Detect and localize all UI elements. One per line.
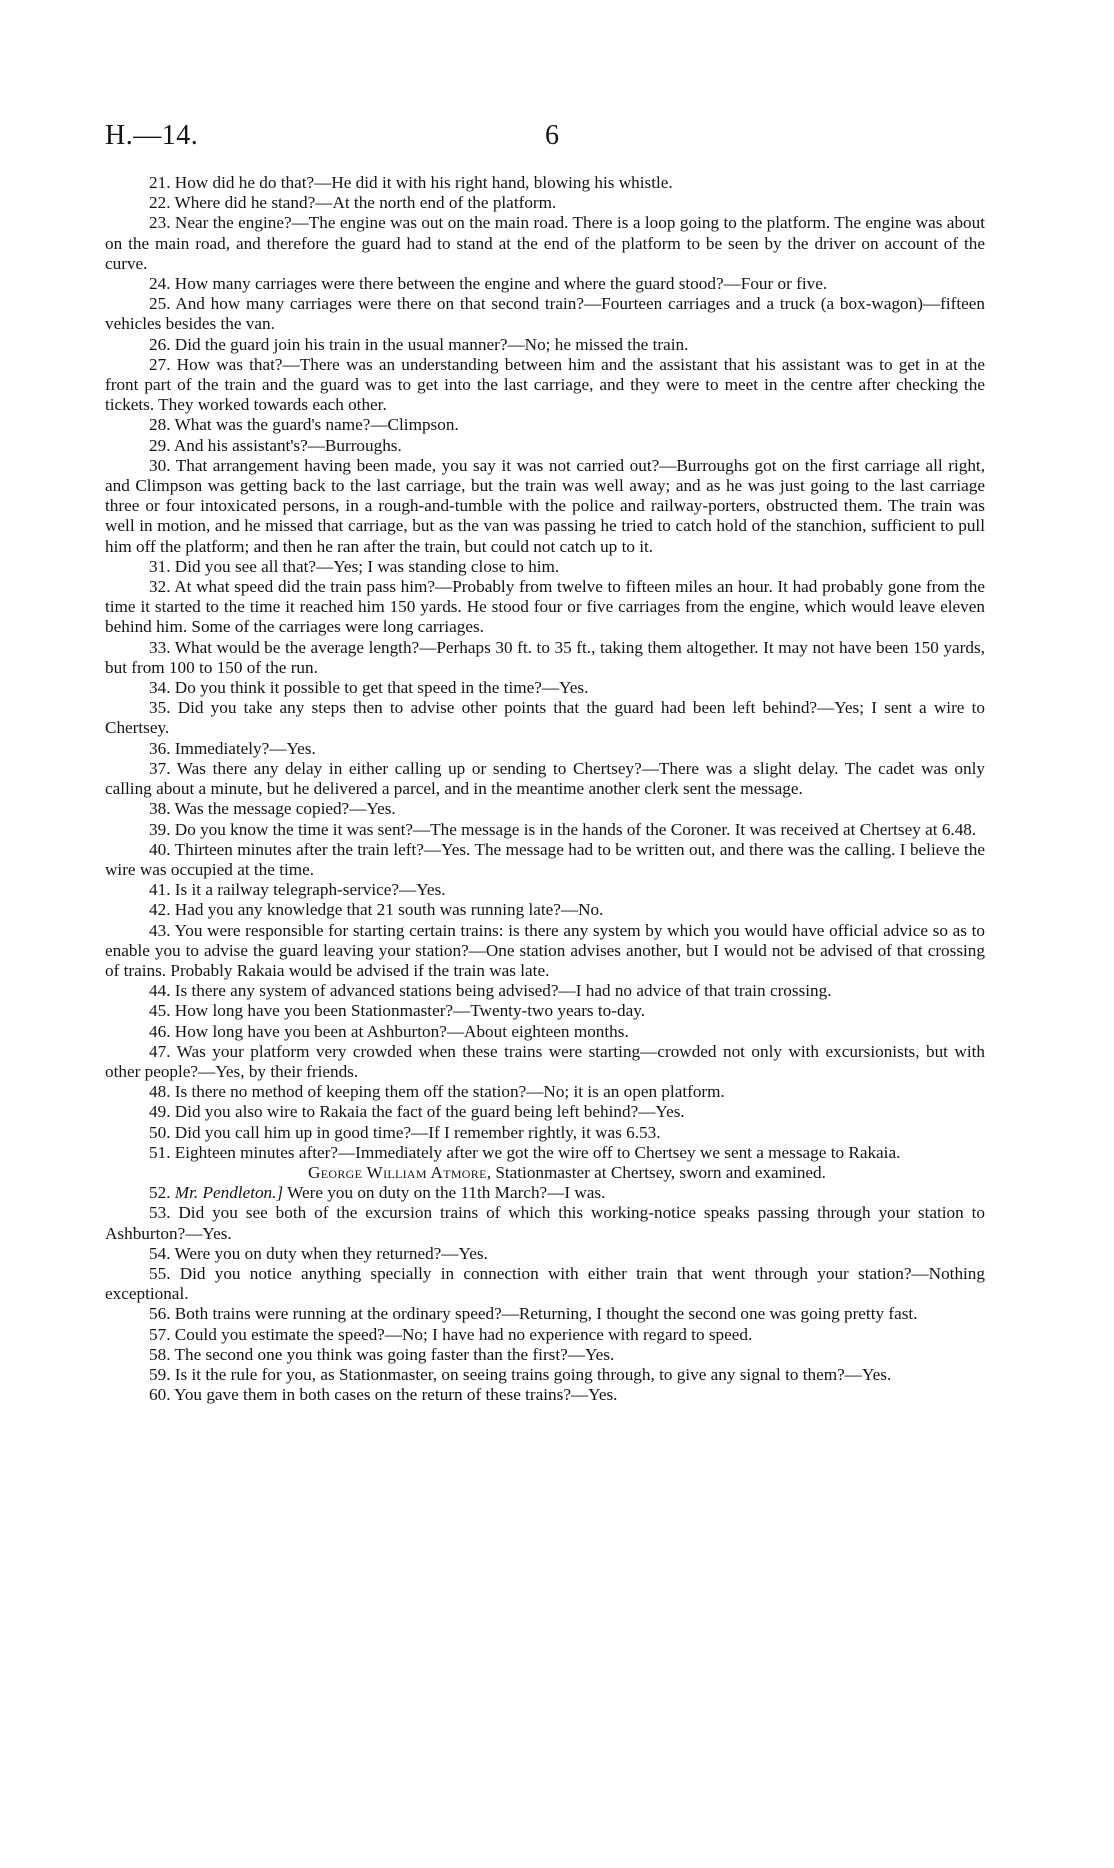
speaker-name: Mr. Pendleton.] <box>174 1183 284 1203</box>
paragraph-q43: 43. You were responsible for starting certain trains: is there any system by which you would have official advice so as to enable you to advise the guard leaving your station?—One station advises another, but I would not be advised of that crossing of trains. Probably Rakaia would be advised if the train was late. <box>105 920 985 980</box>
paragraph-q41: 41. Is it a railway telegraph-service?—Yes. <box>149 880 446 900</box>
witness-name: George William Atmore <box>308 1162 487 1182</box>
paragraph-q60: 60. You gave them in both cases on the return of these trains?—Yes. <box>149 1385 618 1405</box>
paragraph-q29: 29. And his assistant's?—Burroughs. <box>149 435 402 455</box>
paragraph-q59: 59. Is it the rule for you, as Stationmaster, on seeing trains going through, to give any signal to them?—Yes. <box>149 1364 892 1384</box>
paragraph-q55: 55. Did you notice anything specially in connection with either train that went through your station?—Nothing exceptional. <box>105 1263 985 1304</box>
document-body <box>105 173 985 1405</box>
paragraph-q48: 48. Is there no method of keeping them off the station?—No; it is an open platform. <box>149 1082 725 1102</box>
paragraph-q53: 53. Did you see both of the excursion trains of which this working-notice speaks passing through your station to Ashburton?—Yes. <box>105 1203 985 1243</box>
paragraph-q52 <box>105 1183 985 1203</box>
paragraph-q57: 57. Could you estimate the speed?—No; I have had no experience with regard to speed. <box>149 1324 753 1344</box>
paragraph-q42: 42. Had you any knowledge that 21 south was running late?—No. <box>149 900 604 920</box>
paragraph-q22: 22. Where did he stand?—At the north end of the platform. <box>149 193 557 213</box>
paragraph-q31: 31. Did you see all that?—Yes; I was standing close to him. <box>149 556 560 576</box>
paragraph-q45: 45. How long have you been Stationmaster?—Twenty-two years to-day. <box>149 1001 645 1021</box>
paragraph-q30: 30. That arrangement having been made, you say it was not carried out?—Burroughs got on the first carriage all right, and Climpson was getting back to the last carriage, but the train was well away; and as he was just going to the last carriage three or four intoxicated persons, in a rough-and-tumble with the police and railway-porters, obstructed them. The train was well in motion, and he missed that carriage, but as the van was passing he tried to catch hold of the stanchion, sufficient to pull him off the platform; and then he ran after the train, but could not catch up to it. <box>105 455 985 556</box>
paragraph-q47: 47. Was your platform very crowded when these trains were starting—crowded not only with excursionists, but with other people?—Yes, by their friends. <box>105 1041 985 1081</box>
paragraph-q23: 23. Near the engine?—The engine was out on the main road. There is a loop going to the platform. The engine was about on the main road, and therefore the guard had to stand at the end of the platform to be seen by the driver on account of the curve. <box>105 213 985 273</box>
paragraph-q58: 58. The second one you think was going faster than the first?—Yes. <box>149 1344 615 1364</box>
paragraph-q39: 39. Do you know the time it was sent?—The message is in the hands of the Coroner. It was received at Chertsey at 6.48. <box>149 819 977 839</box>
paragraph-q37: 37. Was there any delay in either calling up or sending to Chertsey?—There was a slight delay. The cadet was only calling about a minute, but he delivered a parcel, and in the meantime another clerk sent the message. <box>105 758 985 799</box>
page-number: 6 <box>545 120 559 151</box>
question-number: 52. <box>149 1183 171 1203</box>
question-text: Were you on duty on the 11th March?—I was. <box>283 1183 606 1203</box>
paragraph-q34: 34. Do you think it possible to get that speed in the time?—Yes. <box>149 678 589 698</box>
paragraph-q50: 50. Did you call him up in good time?—If I remember rightly, it was 6.53. <box>149 1122 661 1142</box>
paragraph-q44: 44. Is there any system of advanced stations being advised?—I had no advice of that train crossing. <box>149 981 832 1001</box>
paragraph-q24: 24. How many carriages were there between the engine and where the guard stood?—Four or five. <box>149 274 828 294</box>
paragraph-q21: 21. How did he do that?—He did it with his right hand, blowing his whistle. <box>149 173 673 192</box>
paragraph-q32: 32. At what speed did the train pass him?—Probably from twelve to fifteen miles an hour. It had probably gone from the time it started to the time it reached him 150 yards. He stood four or five carriages from the engine, which would leave eleven behind him. Some of the carriages were long carriages. <box>105 577 985 637</box>
paragraph-q54: 54. Were you on duty when they returned?—Yes. <box>149 1243 488 1263</box>
document-reference: H.—14. <box>105 120 199 151</box>
paragraph-q26: 26. Did the guard join his train in the usual manner?—No; he missed the train. <box>149 334 689 354</box>
witness-heading <box>105 1163 985 1183</box>
paragraph-q35: 35. Did you take any steps then to advise other points that the guard had been left behind?—Yes; I sent a wire to Chertsey. <box>105 698 985 738</box>
paragraph-q27: 27. How was that?—There was an understanding between him and the assistant that his assistant was to get in at the front part of the train and the guard was to get into the last carriage, and they were to meet in the centre after checking the tickets. They worked towards each other. <box>105 354 985 415</box>
witness-description: , Stationmaster at Chertsey, sworn and examined. <box>486 1162 826 1182</box>
page-header <box>105 120 985 160</box>
paragraph-q28: 28. What was the guard's name?—Climpson. <box>149 415 459 435</box>
paragraph-q49: 49. Did you also wire to Rakaia the fact of the guard being left behind?—Yes. <box>149 1102 685 1122</box>
paragraph-q33: 33. What would be the average length?—Perhaps 30 ft. to 35 ft., taking them altogether. It may not have been 150 yards, but from 100 to 150 of the run. <box>105 637 985 677</box>
paragraph-q36: 36. Immediately?—Yes. <box>149 738 316 758</box>
paragraph-q46: 46. How long have you been at Ashburton?—About eighteen months. <box>149 1021 629 1041</box>
paragraph-q56: 56. Both trains were running at the ordinary speed?—Returning, I thought the second one was going pretty fast. <box>149 1304 918 1324</box>
paragraph-q51: 51. Eighteen minutes after?—Immediately after we got the wire off to Chertsey we sent a message to Rakaia. <box>149 1142 901 1162</box>
paragraph-q38: 38. Was the message copied?—Yes. <box>149 799 396 819</box>
paragraph-q40: 40. Thirteen minutes after the train left?—Yes. The message had to be written out, and there was the calling. I believe the wire was occupied at the time. <box>105 839 985 879</box>
paragraph-q25: 25. And how many carriages were there on that second train?—Fourteen carriages and a truck (a box-wagon)—fifteen vehicles besides the van. <box>105 294 985 334</box>
